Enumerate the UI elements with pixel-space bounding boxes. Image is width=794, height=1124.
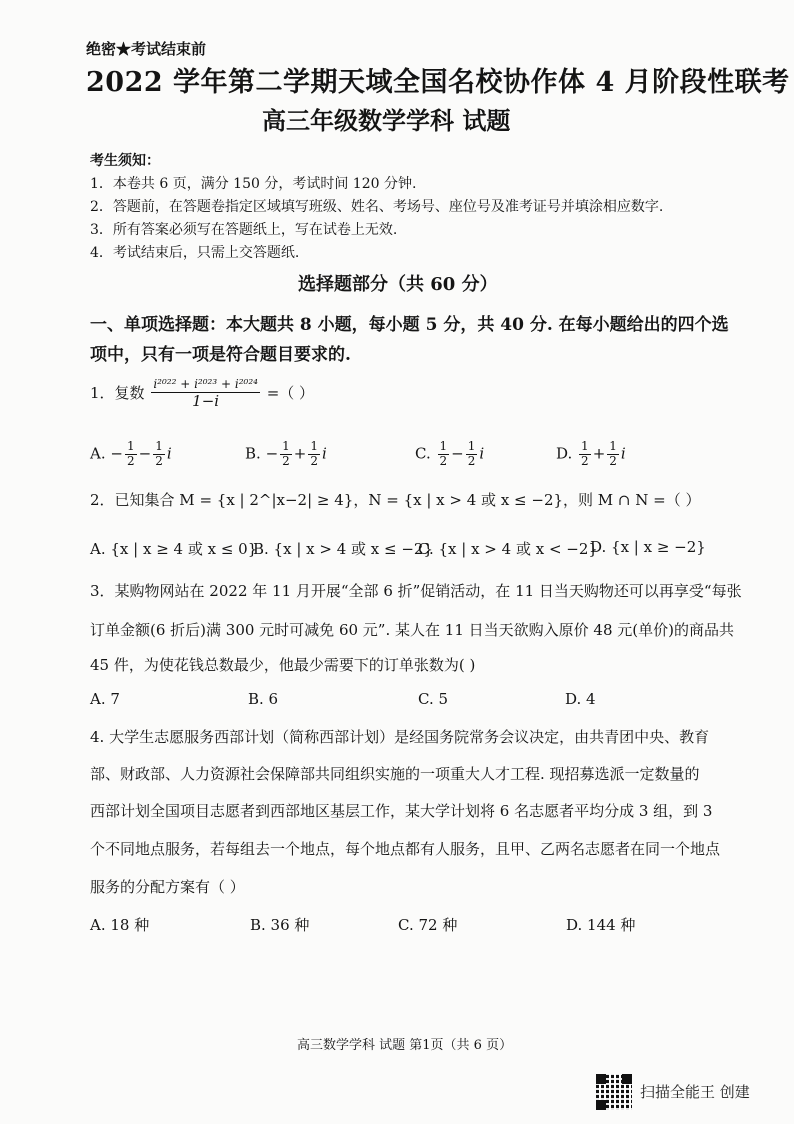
q4-option-d: D. 144 种: [566, 916, 636, 934]
frac-den: 2: [609, 453, 617, 468]
confidential-label: 绝密★考试结束前: [86, 40, 207, 58]
option-unit: i: [479, 444, 485, 463]
q3-option-d: D. 4: [565, 690, 596, 708]
q2-option-a: A. {x | x ≥ 4 或 x ≤ 0}: [90, 540, 258, 558]
option-label: D.: [556, 444, 573, 463]
option-unit: i: [620, 444, 626, 463]
section-title: 选择题部分（共 60 分）: [298, 274, 498, 295]
q4-option-b: B. 36 种: [250, 916, 310, 934]
page-footer: 高三数学学科 试题 第1页（共 6 页）: [297, 1038, 513, 1053]
exam-title: 2022 学年第二学期天域全国名校协作体 4 月阶段性联考: [86, 67, 790, 98]
question-1-denominator: 1−i: [192, 391, 220, 410]
option-sign: −: [265, 444, 279, 463]
q4-option-c: C. 72 种: [398, 916, 458, 934]
question-1-numerator: i²⁰²² + i²⁰²³ + i²⁰²⁴: [153, 377, 258, 391]
option-op: −: [451, 444, 464, 463]
q2-option-d: D. {x | x ≥ −2}: [590, 538, 706, 556]
notice-item: 3．所有答案必须写在答题纸上，写在试卷上无效.: [90, 222, 398, 238]
frac-num: 1: [126, 439, 135, 453]
q1-option-c: [415, 440, 484, 469]
frac-num: 1: [155, 439, 163, 453]
frac-num: 1: [282, 439, 290, 453]
question-1: [90, 378, 314, 410]
option-unit: i: [166, 444, 172, 463]
option-label: A.: [90, 444, 106, 463]
part-instruction-line1: 一、单项选择题：本大题共 8 小题，每小题 5 分，共 40 分. 在每小题给出的四个选: [90, 315, 729, 335]
option-op: −: [138, 444, 152, 463]
q3-option-a: A. 7: [90, 690, 120, 708]
frac-den: 2: [439, 453, 448, 468]
frac-num: 1: [439, 439, 448, 453]
q3-option-b: B. 6: [248, 690, 279, 708]
question-4-line: 服务的分配方案有（ ）: [90, 878, 245, 896]
frac-num: 1: [467, 439, 476, 453]
frac-den: 2: [467, 453, 476, 468]
part-instruction-line2: 项中，只有一项是符合题目要求的.: [90, 345, 351, 365]
question-3-line: 3．某购物网站在 2022 年 11 月开展“全部 6 折”促销活动，在 11 日当天购物还可以再享受“每张: [90, 582, 742, 600]
option-sign: −: [110, 444, 123, 463]
notice-item: 2．答题前，在答题卷指定区域填写班级、姓名、考场号、座位号及准考证号并填涂相应数字.: [90, 199, 664, 215]
frac-den: 2: [155, 453, 163, 468]
option-op: +: [293, 444, 307, 463]
frac-den: 2: [310, 453, 319, 468]
q1-option-d: [556, 440, 626, 469]
question-4-line: 部、财政部、人力资源社会保障部共同组织实施的一项重大人才工程. 现招募选派一定数量的: [90, 765, 700, 783]
frac-num: 1: [310, 439, 319, 453]
q2-option-b: B. {x | x > 4 或 x ≤ −2}: [253, 540, 434, 558]
frac-num: 1: [609, 439, 617, 453]
notice-item: 1．本卷共 6 页，满分 150 分，考试时间 120 分钟.: [90, 176, 417, 192]
question-4-line: 4. 大学生志愿服务西部计划（简称西部计划）是经国务院常务会议决定，由共青团中央、教育: [90, 728, 710, 746]
frac-num: 1: [581, 439, 589, 453]
question-4-line: 西部计划全国项目志愿者到西部地区基层工作，某大学计划将 6 名志愿者平均分成 3 组，到 3: [90, 802, 713, 820]
q3-option-c: C. 5: [418, 690, 449, 708]
question-3-line: 45 件，为使花钱总数最少，他最少需要下的订单张数为( ): [90, 656, 476, 674]
question-1-suffix: =（ ）: [266, 384, 315, 403]
frac-den: 2: [126, 453, 135, 468]
notice-item: 4．考试结束后，只需上交答题纸.: [90, 245, 300, 261]
q2-option-c: C. {x | x > 4 或 x < −2}: [418, 540, 598, 558]
q4-option-a: A. 18 种: [90, 916, 150, 934]
question-3-line: 订单金额(6 折后)满 300 元时可减免 60 元”. 某人在 11 日当天欲购入原价 48 元(单价)的商品共: [90, 621, 734, 639]
option-unit: i: [322, 444, 327, 463]
notice-heading: 考生须知：: [90, 153, 160, 169]
frac-den: 2: [581, 453, 589, 468]
option-op: +: [592, 444, 606, 463]
question-4-line: 个不同地点服务，若每组去一个地点，每个地点都有人服务，且甲、乙两名志愿者在同一个地点: [90, 840, 721, 858]
qr-code-icon: [596, 1074, 632, 1110]
option-label: C.: [415, 444, 431, 463]
frac-den: 2: [282, 453, 290, 468]
question-1-fraction: [151, 378, 260, 410]
option-label: B.: [245, 444, 261, 463]
question-2: 2．已知集合 M = {x | 2^|x−2| ≥ 4}，N = {x | x > 4 或 x ≤ −2}，则 M ∩ N =（ ）: [90, 491, 701, 509]
question-1-prefix: 1．复数: [90, 384, 145, 403]
scanner-watermark: 扫描全能王 创建: [640, 1083, 750, 1101]
exam-subtitle: 高三年级数学学科 试题: [262, 106, 511, 135]
q1-option-b: [245, 440, 327, 469]
q1-option-a: [90, 440, 172, 469]
